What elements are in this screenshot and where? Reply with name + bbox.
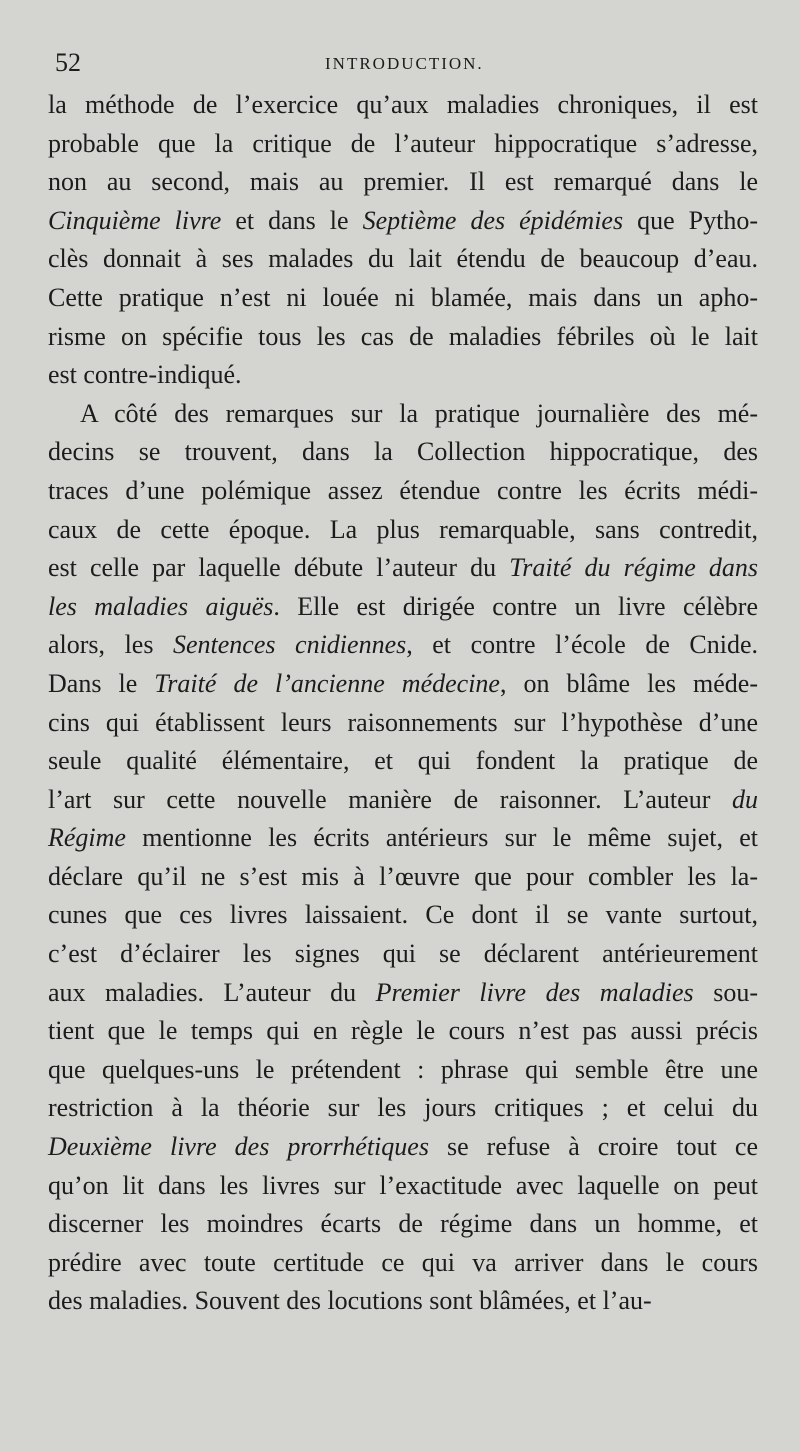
text-line: A côté des remarques sur la pratique journalière des mé- [80,398,758,428]
text-line: l’art sur cette nouvelle manière de raisonner. L’auteur du [48,784,758,814]
paragraph [48,395,758,1321]
paragraph [48,86,758,395]
text-line: la méthode de l’exercice qu’aux maladies chroniques, il est [48,90,758,119]
text-line: est celle par laquelle débute l’auteur du Traité du régime dans [48,553,758,583]
text-line: est contre-indiqué. [48,360,242,390]
italic-title: Cinquième livre [48,205,222,235]
body-text [48,86,758,1321]
running-title: INTRODUCTION. [325,54,484,73]
italic-title: Septième des épidémies [362,205,624,235]
text-line: cins qui établissent leurs raisonnements sur l’hypothèse d’une [48,707,758,737]
text-line: que quelques-uns le prétendent : phrase qui semble être une [48,1054,758,1084]
text-line: alors, les Sentences cnidiennes, et contre l’école de Cnide. [48,630,759,660]
text-line: Deuxième livre des prorrhétiques se refuse à croire tout ce [48,1132,758,1162]
italic-title: Premier livre des maladies [375,977,694,1007]
text-line: Régime mentionne les écrits antérieurs sur le même sujet, et [48,823,758,853]
text-line: c’est d’éclairer les signes qui se déclarent antérieurement [48,939,758,969]
text-line: tient que le temps qui en règle le cours n’est pas aussi précis [48,1016,758,1046]
text-line: cunes que ces livres laissaient. Ce dont il se vante surtout, [48,900,758,930]
text-line: probable que la critique de l’auteur hippocratique s’adresse, [48,128,758,158]
text-line: seule qualité élémentaire, et qui fondent la pratique de [48,746,758,776]
italic-title: Sentences cnidiennes [173,630,407,660]
italic-title: Traité de l’ancienne médecine [154,668,500,698]
italic-title: du [732,784,758,814]
italic-title: les maladies aiguës [48,591,274,621]
page-number: 52 [55,48,81,77]
italic-title: Deuxième livre des prorrhétiques [48,1132,429,1162]
text-line: clès donnait à ses malades du lait étendu de beaucoup d’eau. [48,244,758,274]
text-line: discerner les moindres écarts de régime dans un homme, et [48,1209,758,1239]
italic-title: Régime [48,823,126,853]
text-line: aux maladies. L’auteur du Premier livre des maladies sou- [48,977,758,1007]
italic-title: Traité du régime dans [509,553,758,583]
text-line: Cette pratique n’est ni louée ni blamée, mais dans un apho- [48,282,758,312]
text-line: restriction à la théorie sur les jours critiques ; et celui du [48,1093,758,1123]
text-line: non au second, mais au premier. Il est remarqué dans le [48,167,758,197]
text-line: risme on spécifie tous les cas de maladies fébriles où le lait [48,321,758,351]
page-header [55,48,760,88]
text-line: decins se trouvent, dans la Collection hippocratique, des [48,437,758,467]
text-line: des maladies. Souvent des locutions sont blâmées, et l’au- [48,1286,652,1316]
text-line: traces d’une polémique assez étendue contre les écrits médi- [48,475,758,505]
text-line: les maladies aiguës. Elle est dirigée contre un livre célèbre [48,591,758,621]
text-line: déclare qu’il ne s’est mis à l’œuvre que pour combler les la- [48,861,758,891]
text-line: Cinquième livre et dans le Septième des épidémies que Pytho- [48,205,759,235]
text-line: Dans le Traité de l’ancienne médecine, on blâme les méde- [48,668,758,698]
text-line: qu’on lit dans les livres sur l’exactitude avec laquelle on peut [48,1170,758,1200]
text-line: caux de cette époque. La plus remarquable, sans contredit, [48,514,758,544]
text-line: prédire avec toute certitude ce qui va arriver dans le cours [48,1247,758,1277]
